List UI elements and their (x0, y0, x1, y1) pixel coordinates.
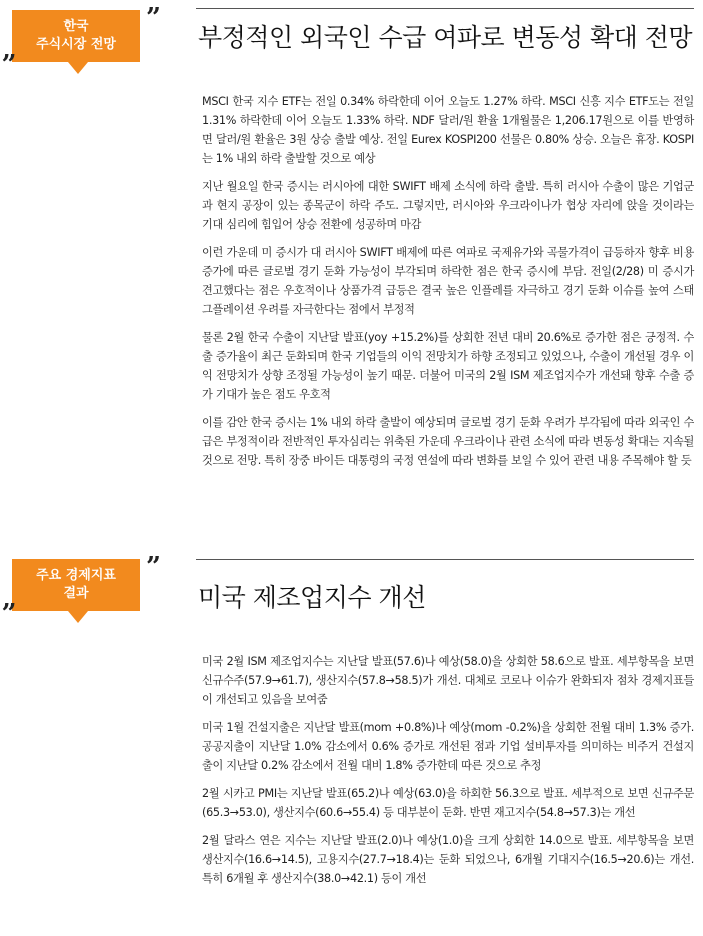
paragraph: MSCI 한국 지수 ETF는 전일 0.34% 하락한데 이어 오늘도 1.27% 하락. MSCI 신흥 지수 ETF도는 전일 1.31% 하락한데 이어 오늘도 1.33% 하락. NDF 달러/원 환율 1개월물은 1,206.17원으로 이를 반영하면 달러/원 환율은 3원 상승 출발 예상. 전일 Eurex KOSPI200 선물은 0.80% 상승. 오늘은 휴장. KOSPI는 1% 내외 하락 출발할 것으로 예상 (202, 95, 694, 165)
heading-divider (196, 8, 694, 9)
section-heading: 부정적인 외국인 수급 여파로 변동성 확대 전망 (198, 23, 693, 52)
section-tag-line1: 주요 경제지표 (36, 568, 116, 583)
paragraph: 지난 월요일 한국 증시는 러시아에 대한 SWIFT 배제 소식에 하락 출발. 특히 러시아 수출이 많은 기업군과 현지 공장이 있는 종목군이 하락 주도. 그렇지만, 러시아와 우크라이나가 협상 자리에 앉을 것이라는 기대 심리에 힘입어 상승 전환에 성공하며 마감 (202, 180, 694, 231)
tag-pointer-icon (68, 611, 88, 623)
section-tag-line2: 주식시장 전망 (36, 37, 116, 52)
paragraph: 미국 2월 ISM 제조업지수는 지난달 발표(57.6)나 예상(58.0)을 상회한 58.6으로 발표. 세부항목을 보면 신규수주(57.9→61.7), 생산지수(57.8→58.5)가 개선. 대체로 코로나 이슈가 완화되자 점차 경제지표들이 개선되고 있음을 보여줌 (202, 655, 694, 706)
paragraph: 미국 1월 건설지출은 지난달 발표(mom +0.8%)나 예상(mom -0.2%)을 상회한 전월 대비 1.3% 증가. 공공지출이 지난달 1.0% 감소에서 0.6% 증가로 개선된 점과 기업 설비투자를 의미하는 비주거 건설지출이 지난달 0.2% 감소에서 전월 대비 1.8% 증가한데 따른 것으로 추정 (202, 721, 694, 772)
section-heading: 미국 제조업지수 개선 (198, 583, 426, 612)
paragraph: 2월 시카고 PMI는 지난달 발표(65.2)나 예상(63.0)을 하회한 56.3으로 발표. 세부적으로 보면 신규주문(65.3→53.0), 생산지수(60.6→55.4) 등 대부분이 둔화. 반면 재고지수(54.8→57.3)는 개선 (202, 787, 694, 819)
paragraph: 2월 달라스 연은 지수는 지난달 발표(2.0)나 예상(1.0)을 크게 상회한 14.0으로 발표. 세부항목을 보면 생산지수(16.6→14.5), 고용지수(27.7→18.4)는 둔화 되었으나, 6개월 기대지수(16.5→20.6)는 개선. 특히 6개월 후 생산지수(38.0→42.1) 등이 개선 (202, 834, 694, 885)
paragraph: 물론 2월 한국 수출이 지난달 발표(yoy +15.2%)를 상회한 전년 대비 20.6%로 증가한 점은 긍정적. 수출 증가율이 최근 둔화되며 한국 기업들의 이익 전망치가 하향 조정되고 있었으나, 수출이 개선될 경우 이익 전망치가 상향 조정될 가능성이 높기 때문. 더불어 미국의 2월 ISM 제조업지수가 개선돼 향후 수출 증가 기대가 높은 점도 우호적 (202, 331, 694, 401)
section-tag-line1: 한국 (63, 19, 89, 34)
section-tag-line2: 결과 (63, 586, 89, 601)
paragraph: 이를 감안 한국 증시는 1% 내외 하락 출발이 예상되며 글로벌 경기 둔화 우려가 부각됨에 따라 외국인 수급은 부정적이라 전반적인 투자심리는 위축된 가운데 우크라이나 관련 소식에 따라 변동성 확대는 지속될 것으로 전망. 특히 장중 바이든 대통령의 국정 연설에 따라 변화를 보일 수 있어 관련 내용 주목해야 할 듯 (202, 416, 694, 467)
section-body (202, 92, 694, 479)
section-tag (2, 3, 161, 74)
heading-divider (196, 559, 694, 560)
open-quote-icon: „ (2, 35, 17, 65)
paragraph: 이런 가운데 미 증시가 대 러시아 SWIFT 배제에 따른 여파로 국제유가와 곡물가격이 급등하자 향후 비용 증가에 따른 글로벌 경기 둔화 가능성이 부각되며 하락한 점은 한국 증시에 부담. 전일(2/28) 미 증시가 견고했다는 점은 우호적이나 상품가격 급등은 결국 높은 인플레를 자극하고 경기 둔화 이슈를 높여 스태그플레이션 우려를 자극한다는 점에서 부정적 (202, 246, 694, 316)
open-quote-icon: „ (2, 584, 17, 614)
close-quote-icon: ” (146, 3, 161, 33)
section-tag (2, 552, 161, 623)
section-tag-box (12, 10, 140, 62)
close-quote-icon: ” (146, 552, 161, 582)
section-body (202, 652, 694, 897)
section-tag-box (12, 559, 140, 611)
tag-pointer-icon (68, 62, 88, 74)
